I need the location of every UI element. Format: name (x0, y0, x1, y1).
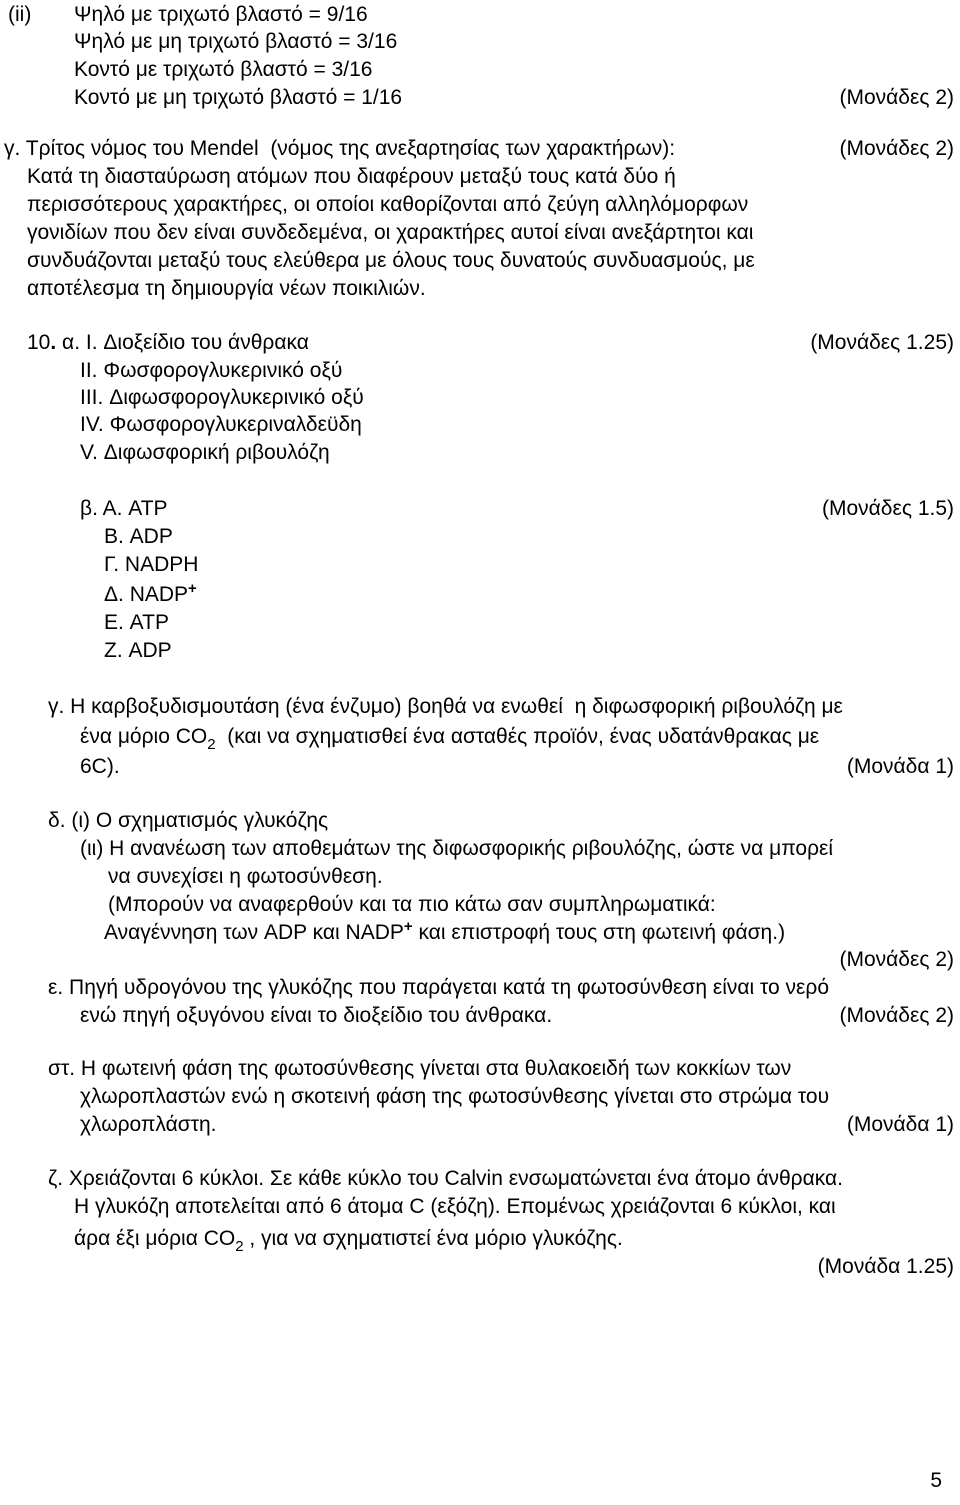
molecule-text: Δ. NADP (104, 583, 189, 606)
marks-st: (Μονάδα 1) (846, 1113, 954, 1136)
paragraph-line: στ. Η φωτεινή φάση της φωτοσύνθεσης γίνεται στα θυλακοειδή των κοκκίων των (48, 1057, 792, 1080)
marks-gamma: (Μονάδα 1) (846, 755, 954, 778)
paragraph-line: χλωροπλαστών ενώ η σκοτεινή φάση της φωτοσύνθεσης γίνεται στο στρώμα του (80, 1085, 830, 1108)
paragraph-line (104, 920, 785, 946)
paragraph-line: χλωροπλάστη. (80, 1113, 217, 1136)
list-item (80, 385, 364, 411)
text-run: ένα μόριο CO (80, 725, 208, 748)
superscript-plus: + (403, 918, 413, 935)
compound-name: Φωσφορογλυκεριναλδεϋδη (109, 413, 362, 436)
molecule-name: Ε. ATP (104, 611, 169, 634)
paragraph-line: (ιι) Η ανανέωση των αποθεμάτων της διφωσφορικής ριβουλόζης, ώστε να μπορεί (80, 837, 834, 860)
paragraph-line: γονιδίων που δεν είναι συνδεδεμένα, οι χαρακτήρες αυτοί είναι ανεξάρτητοι και (27, 221, 754, 244)
subscript-2: 2 (235, 1238, 244, 1255)
molecule-name: Α. ATP (102, 497, 168, 520)
compound-name: Φωσφορογλυκερινικό οξύ (103, 359, 343, 382)
compound-name: Διοξείδιο του άνθρακα (103, 331, 309, 354)
list-item (80, 412, 362, 438)
paragraph-line: αποτέλεσμα τη δημιουργία νέων ποικιλιών. (27, 277, 426, 300)
molecule-name: Γ. NADPH (104, 553, 199, 576)
question-number: 10 (27, 331, 51, 354)
paragraph-line: ζ. Χρειάζονται 6 κύκλοι. Σε κάθε κύκλο του Calvin ενσωματώνεται ένα άτομο άνθρακα. (48, 1167, 843, 1190)
molecule-name (104, 582, 197, 608)
paragraph-line: ενώ πηγή οξυγόνου είναι το διοξείδιο του άνθρακα. (80, 1004, 553, 1027)
subquestion-alpha: α. (62, 331, 81, 354)
page-number: 5 (930, 1469, 942, 1492)
marks-alpha: (Μονάδες 1.25) (810, 331, 954, 354)
mendel-heading: γ. Τρίτος νόμος του Mendel (νόμος της ανεξαρτησίας των χαρακτήρων): (4, 137, 676, 160)
paragraph-line: δ. (ι) Ο σχηματισμός γλυκόζης (48, 809, 329, 832)
paragraph-line: Η γλυκόζη αποτελείται από 6 άτομα C (εξόζη). Επομένως χρειάζονται 6 κύκλοι, και (74, 1195, 836, 1218)
paragraph-line: γ. Η καρβοξυδισμουτάση (ένα ένζυμο) βοηθά να ενωθεί η διφωσφορική ριβουλόζη με (48, 695, 843, 718)
question-number-dot: . (50, 331, 57, 354)
ratio-line: Κοντό με μη τριχωτό βλαστό = 1/16 (74, 86, 403, 109)
paragraph-line: 6C). (80, 755, 120, 778)
paragraph-line (74, 1226, 623, 1255)
paragraph-line: να συνεχίσει η φωτοσύνθεση. (108, 865, 383, 888)
paragraph-line: συνδυάζονται μεταξύ τους ελεύθερα με όλους τους δυνατούς συνδυασμούς, με (27, 249, 755, 272)
molecule-name: Β. ADP (104, 525, 173, 548)
subscript-2: 2 (207, 736, 216, 753)
roman-num: II. (80, 359, 98, 382)
item-label-ii: (ii) (8, 3, 32, 26)
marks-beta: (Μονάδες 1.5) (822, 497, 954, 520)
roman-num: IV. (80, 413, 104, 436)
ratio-line: Ψηλό με μη τριχωτό βλαστό = 3/16 (74, 30, 398, 53)
paragraph-line: (Μπορούν να αναφερθούν και τα πιο κάτω σαν συμπληρωματικά: (108, 893, 716, 916)
list-item (80, 440, 330, 466)
marks-ii: (Μονάδες 2) (839, 86, 954, 109)
ratio-line: Ψηλό με τριχωτό βλαστό = 9/16 (74, 3, 368, 26)
paragraph-line: ε. Πηγή υδρογόνου της γλυκόζης που παράγεται κατά τη φωτοσύνθεση είναι το νερό (48, 976, 830, 999)
molecule-name: Ζ. ADP (104, 639, 172, 662)
text-run: άρα έξι μόρια CO (74, 1227, 236, 1250)
marks-mendel: (Μονάδες 2) (839, 137, 954, 160)
superscript-plus: + (188, 580, 197, 597)
text-run: (και να σχηματισθεί ένα ασταθές προϊόν, ένας υδατάνθρακας με (215, 725, 820, 748)
ratio-line: Κοντό με τριχωτό βλαστό = 3/16 (74, 58, 373, 81)
compound-name: Διφωσφορική ριβουλόζη (103, 441, 330, 464)
marks-delta: (Μονάδες 2) (839, 948, 954, 971)
marks-zeta: (Μονάδα 1.25) (817, 1255, 954, 1278)
roman-num: III. (80, 386, 104, 409)
paragraph-line: περισσότερους χαρακτήρες, οι οποίοι καθορίζονται από ζεύγη αλληλόμορφων (27, 193, 749, 216)
paragraph-line (80, 724, 820, 753)
paragraph-line: Κατά τη διασταύρωση ατόμων που διαφέρουν μεταξύ τους κατά δύο ή (27, 165, 676, 188)
text-run: Αναγέννηση των ADP και NADP (104, 921, 404, 944)
text-run: , για να σχηματιστεί ένα μόριο γλυκόζης. (243, 1227, 623, 1250)
roman-num: V. (80, 441, 98, 464)
subquestion-beta: β. (80, 497, 98, 520)
marks-epsilon: (Μονάδες 2) (839, 1004, 954, 1027)
list-item (80, 496, 168, 522)
roman-num: I. (85, 331, 98, 354)
text-run: και επιστροφή τους στη φωτεινή φάση.) (412, 921, 786, 944)
question-heading (27, 330, 309, 356)
compound-name: Διφωσφορογλυκερινικό οξύ (109, 386, 364, 409)
list-item (80, 358, 342, 384)
